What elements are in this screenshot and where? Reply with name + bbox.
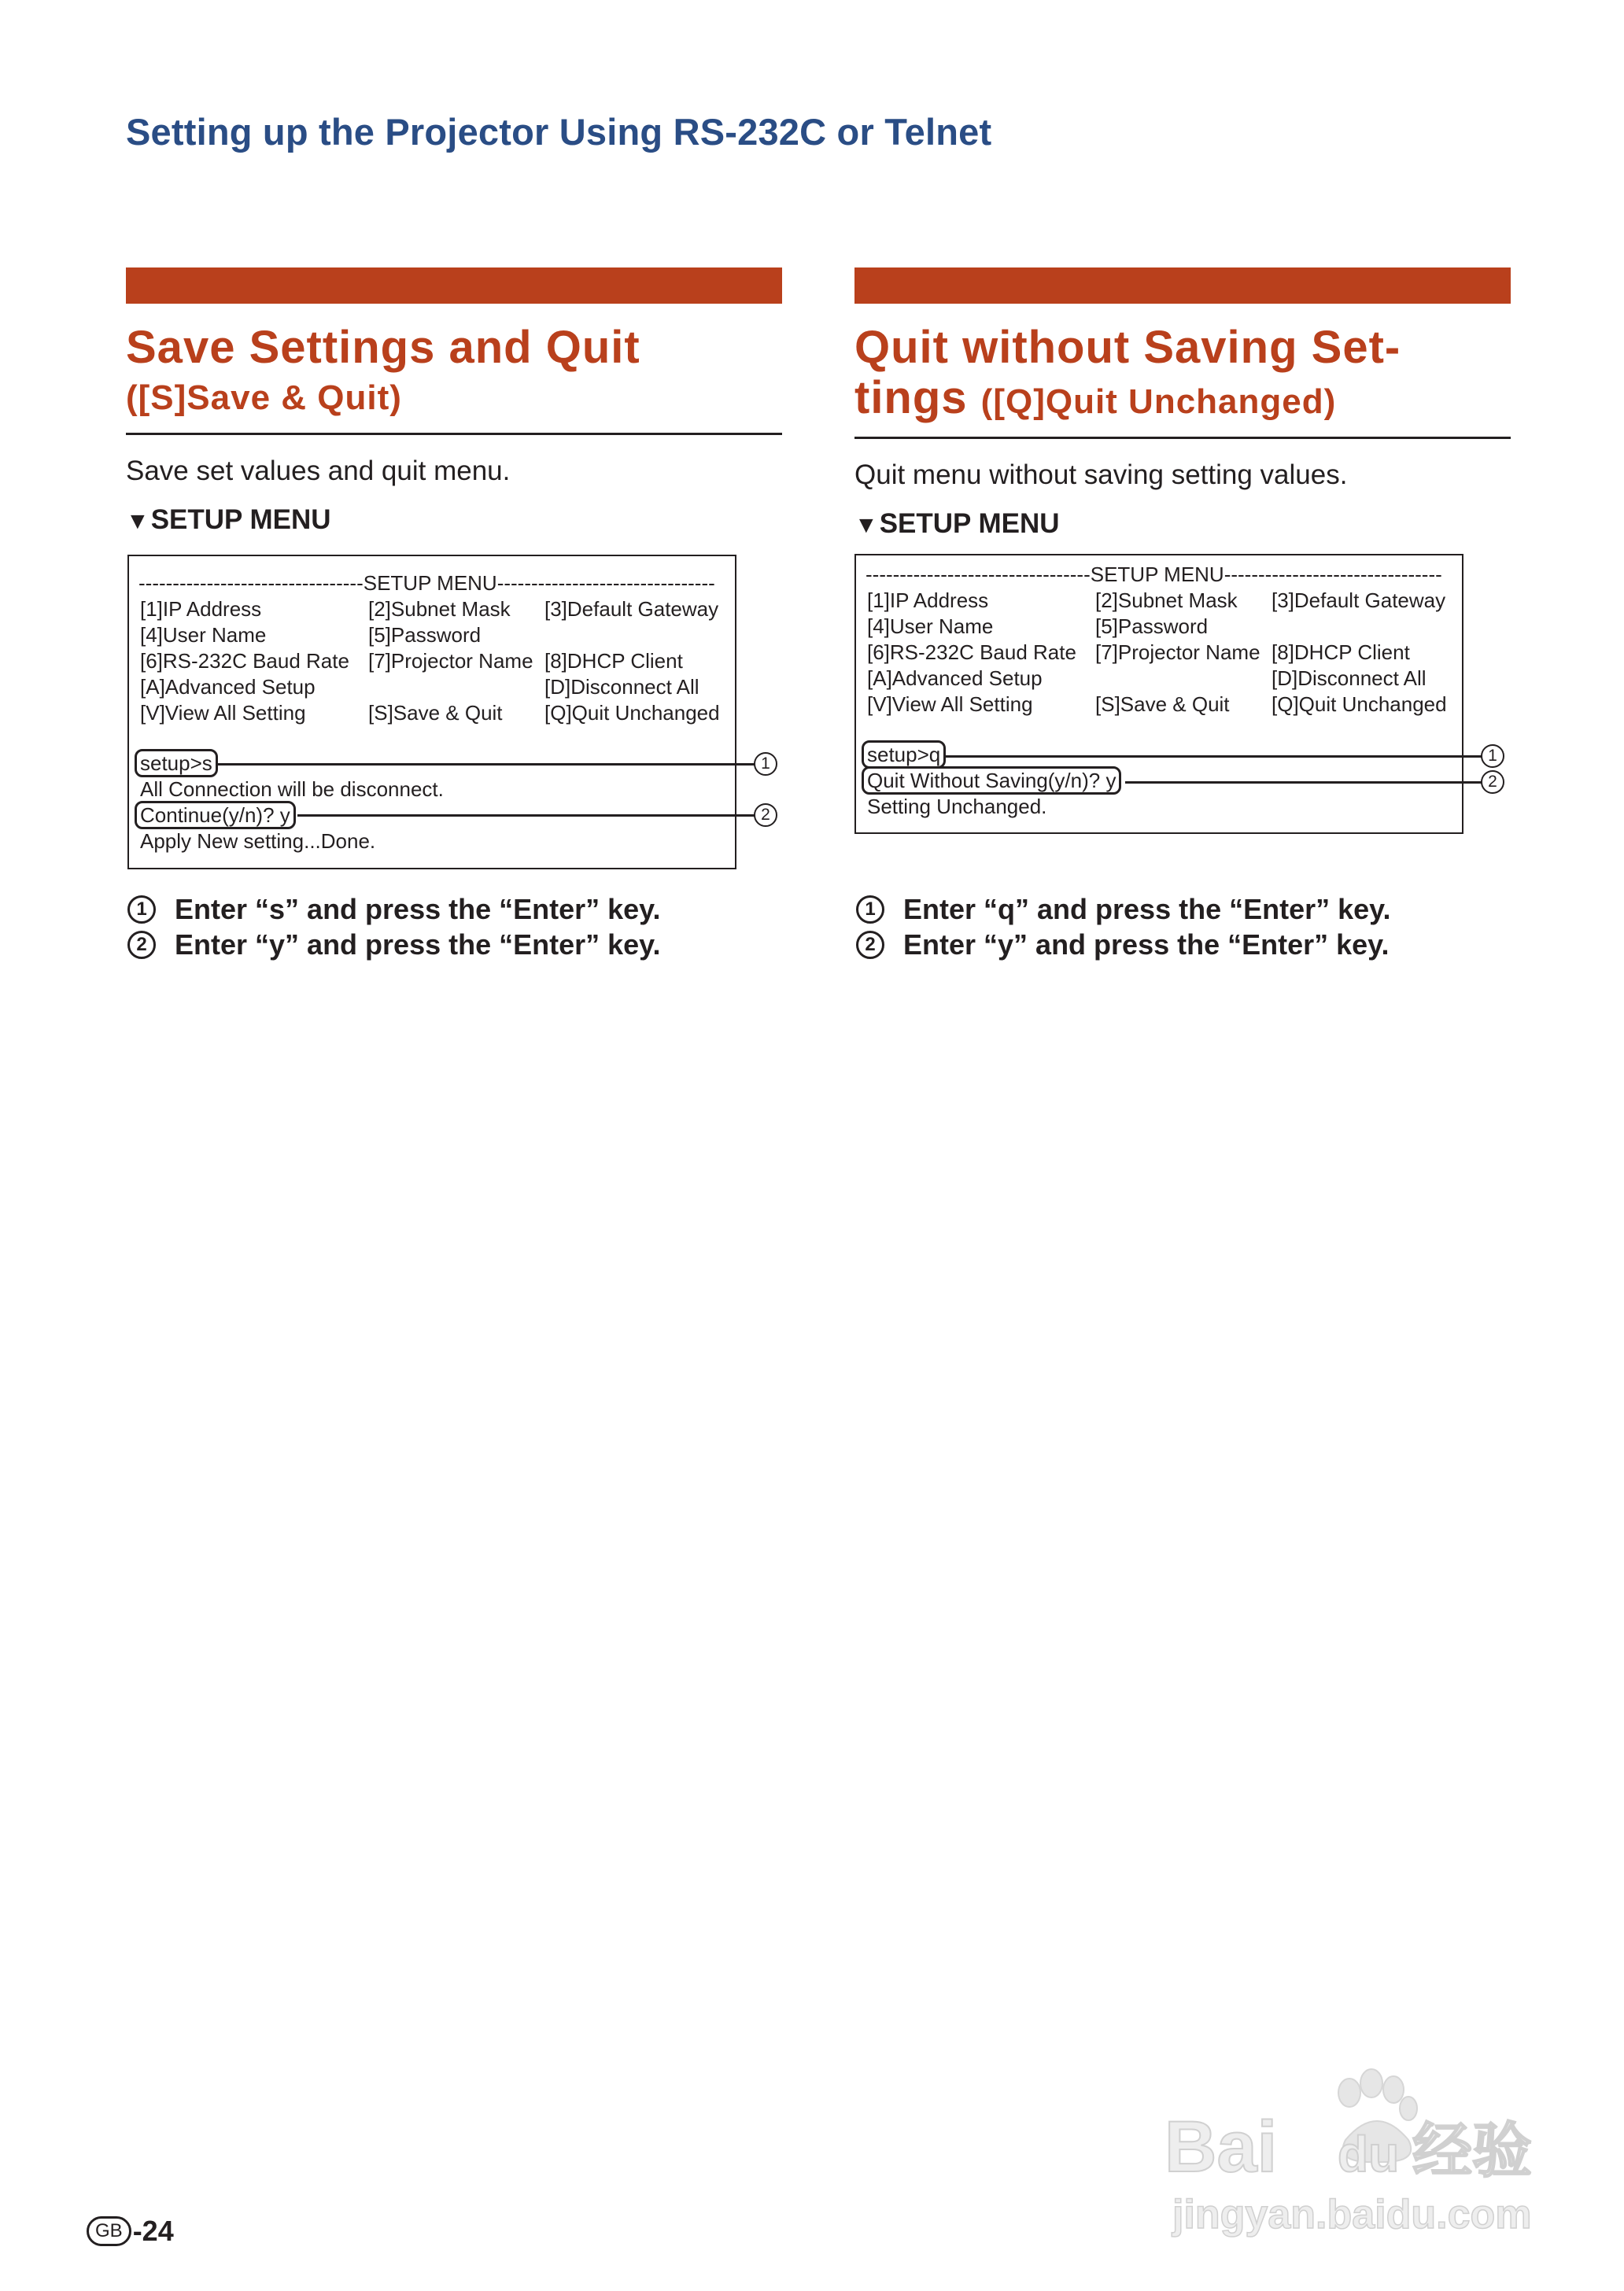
section-heading xyxy=(854,323,1511,427)
menu-item: [D]Disconnect All xyxy=(1272,666,1427,690)
heading-rule xyxy=(854,437,1511,439)
menu-item: [A]Advanced Setup xyxy=(867,666,1043,690)
terminal-header: ---------------------------------SETUP MENU-------------------------------- xyxy=(138,571,715,595)
menu-item: [3]Default Gateway xyxy=(1272,588,1446,612)
step-item: 2 Enter “y” and press the “Enter” key. xyxy=(126,927,661,962)
section-heading xyxy=(126,323,782,423)
menu-item: [8]DHCP Client xyxy=(1272,640,1410,664)
menu-item: [6]RS-232C Baud Rate xyxy=(140,649,349,673)
step-item: 1 Enter “s” and press the “Enter” key. xyxy=(126,891,661,927)
section-description: Quit menu without saving setting values. xyxy=(854,459,1348,490)
menu-item: [3]Default Gateway xyxy=(544,597,719,621)
terminal-screen-left xyxy=(127,555,736,869)
terminal-confirm: Continue(y/n)? y xyxy=(140,802,296,828)
menu-item: [6]RS-232C Baud Rate xyxy=(867,640,1076,664)
page-number: -24 xyxy=(132,2215,174,2247)
heading-main: Save Settings and Quit xyxy=(126,322,640,373)
menu-item: [D]Disconnect All xyxy=(544,675,699,699)
terminal-prompt: setup>q xyxy=(867,742,946,768)
menu-item: [2]Subnet Mask xyxy=(1095,588,1238,612)
callout-line-2 xyxy=(297,814,766,817)
watermark-url: jingyan.baidu.com xyxy=(1172,2192,1532,2238)
callout-line-1 xyxy=(944,755,1493,758)
setup-menu-label: ▼SETUP MENU xyxy=(854,508,1060,539)
menu-item: [7]Projector Name xyxy=(1095,640,1260,664)
terminal-prompt: setup>s xyxy=(140,751,218,777)
callout-line-1 xyxy=(217,763,766,766)
menu-item: [5]Password xyxy=(1095,614,1209,638)
menu-item: [V]View All Setting xyxy=(140,701,306,725)
callout-marker-1: 1 xyxy=(754,752,777,776)
menu-item: [4]User Name xyxy=(140,623,267,647)
region-badge: GB xyxy=(87,2216,131,2246)
callout-marker-1: 1 xyxy=(1481,744,1504,768)
heading-rule xyxy=(126,433,782,435)
menu-item: [7]Projector Name xyxy=(368,649,533,673)
callout-marker-2: 2 xyxy=(1481,770,1504,794)
terminal-confirm: Quit Without Saving(y/n)? y xyxy=(867,768,1121,794)
terminal-result: Apply New setting...Done. xyxy=(140,829,376,853)
menu-item: [8]DHCP Client xyxy=(544,649,683,673)
page-title: Setting up the Projector Using RS-232C or Telnet xyxy=(126,111,992,153)
step-item: 1 Enter “q” and press the “Enter” key. xyxy=(854,891,1391,927)
menu-item: [1]IP Address xyxy=(867,588,989,612)
step-item: 2 Enter “y” and press the “Enter” key. xyxy=(854,927,1391,962)
menu-item: [1]IP Address xyxy=(140,597,262,621)
triangle-down-icon: ▼ xyxy=(854,512,878,538)
watermark-brand: Bai xyxy=(1164,2107,1278,2187)
menu-item: [A]Advanced Setup xyxy=(140,675,316,699)
section-color-bar xyxy=(854,267,1511,304)
steps-list-right xyxy=(854,891,1391,962)
terminal-notice: All Connection will be disconnect. xyxy=(140,777,444,801)
menu-item: [S]Save & Quit xyxy=(368,701,503,725)
save-quit-section xyxy=(126,267,782,536)
section-description: Save set values and quit menu. xyxy=(126,456,511,486)
menu-item: [4]User Name xyxy=(867,614,994,638)
callout-line-2 xyxy=(1125,781,1493,784)
terminal-header: ---------------------------------SETUP MENU-------------------------------- xyxy=(866,563,1442,586)
quit-unchanged-section xyxy=(854,267,1511,540)
heading-line2: tings ([Q]Quit Unchanged) xyxy=(854,372,1337,423)
heading-sub: ([S]Save & Quit) xyxy=(126,378,402,417)
menu-item: [S]Save & Quit xyxy=(1095,692,1230,716)
triangle-down-icon: ▼ xyxy=(126,508,149,534)
baidu-watermark xyxy=(1149,2053,1558,2242)
heading-main: Quit without Saving Set- xyxy=(854,322,1401,373)
menu-item: [Q]Quit Unchanged xyxy=(1272,692,1447,716)
menu-item: [5]Password xyxy=(368,623,482,647)
menu-item: [Q]Quit Unchanged xyxy=(544,701,720,725)
menu-item: [2]Subnet Mask xyxy=(368,597,511,621)
section-color-bar xyxy=(126,267,782,304)
watermark-cn: 经验 xyxy=(1412,2116,1532,2186)
steps-list-left xyxy=(126,891,661,962)
setup-menu-label: ▼SETUP MENU xyxy=(126,504,331,535)
menu-item: [V]View All Setting xyxy=(867,692,1033,716)
page-footer xyxy=(87,2215,174,2248)
terminal-result: Setting Unchanged. xyxy=(867,795,1047,818)
watermark-brand2: du xyxy=(1338,2126,1400,2182)
terminal-screen-right xyxy=(854,554,1463,834)
callout-marker-2: 2 xyxy=(754,803,777,827)
